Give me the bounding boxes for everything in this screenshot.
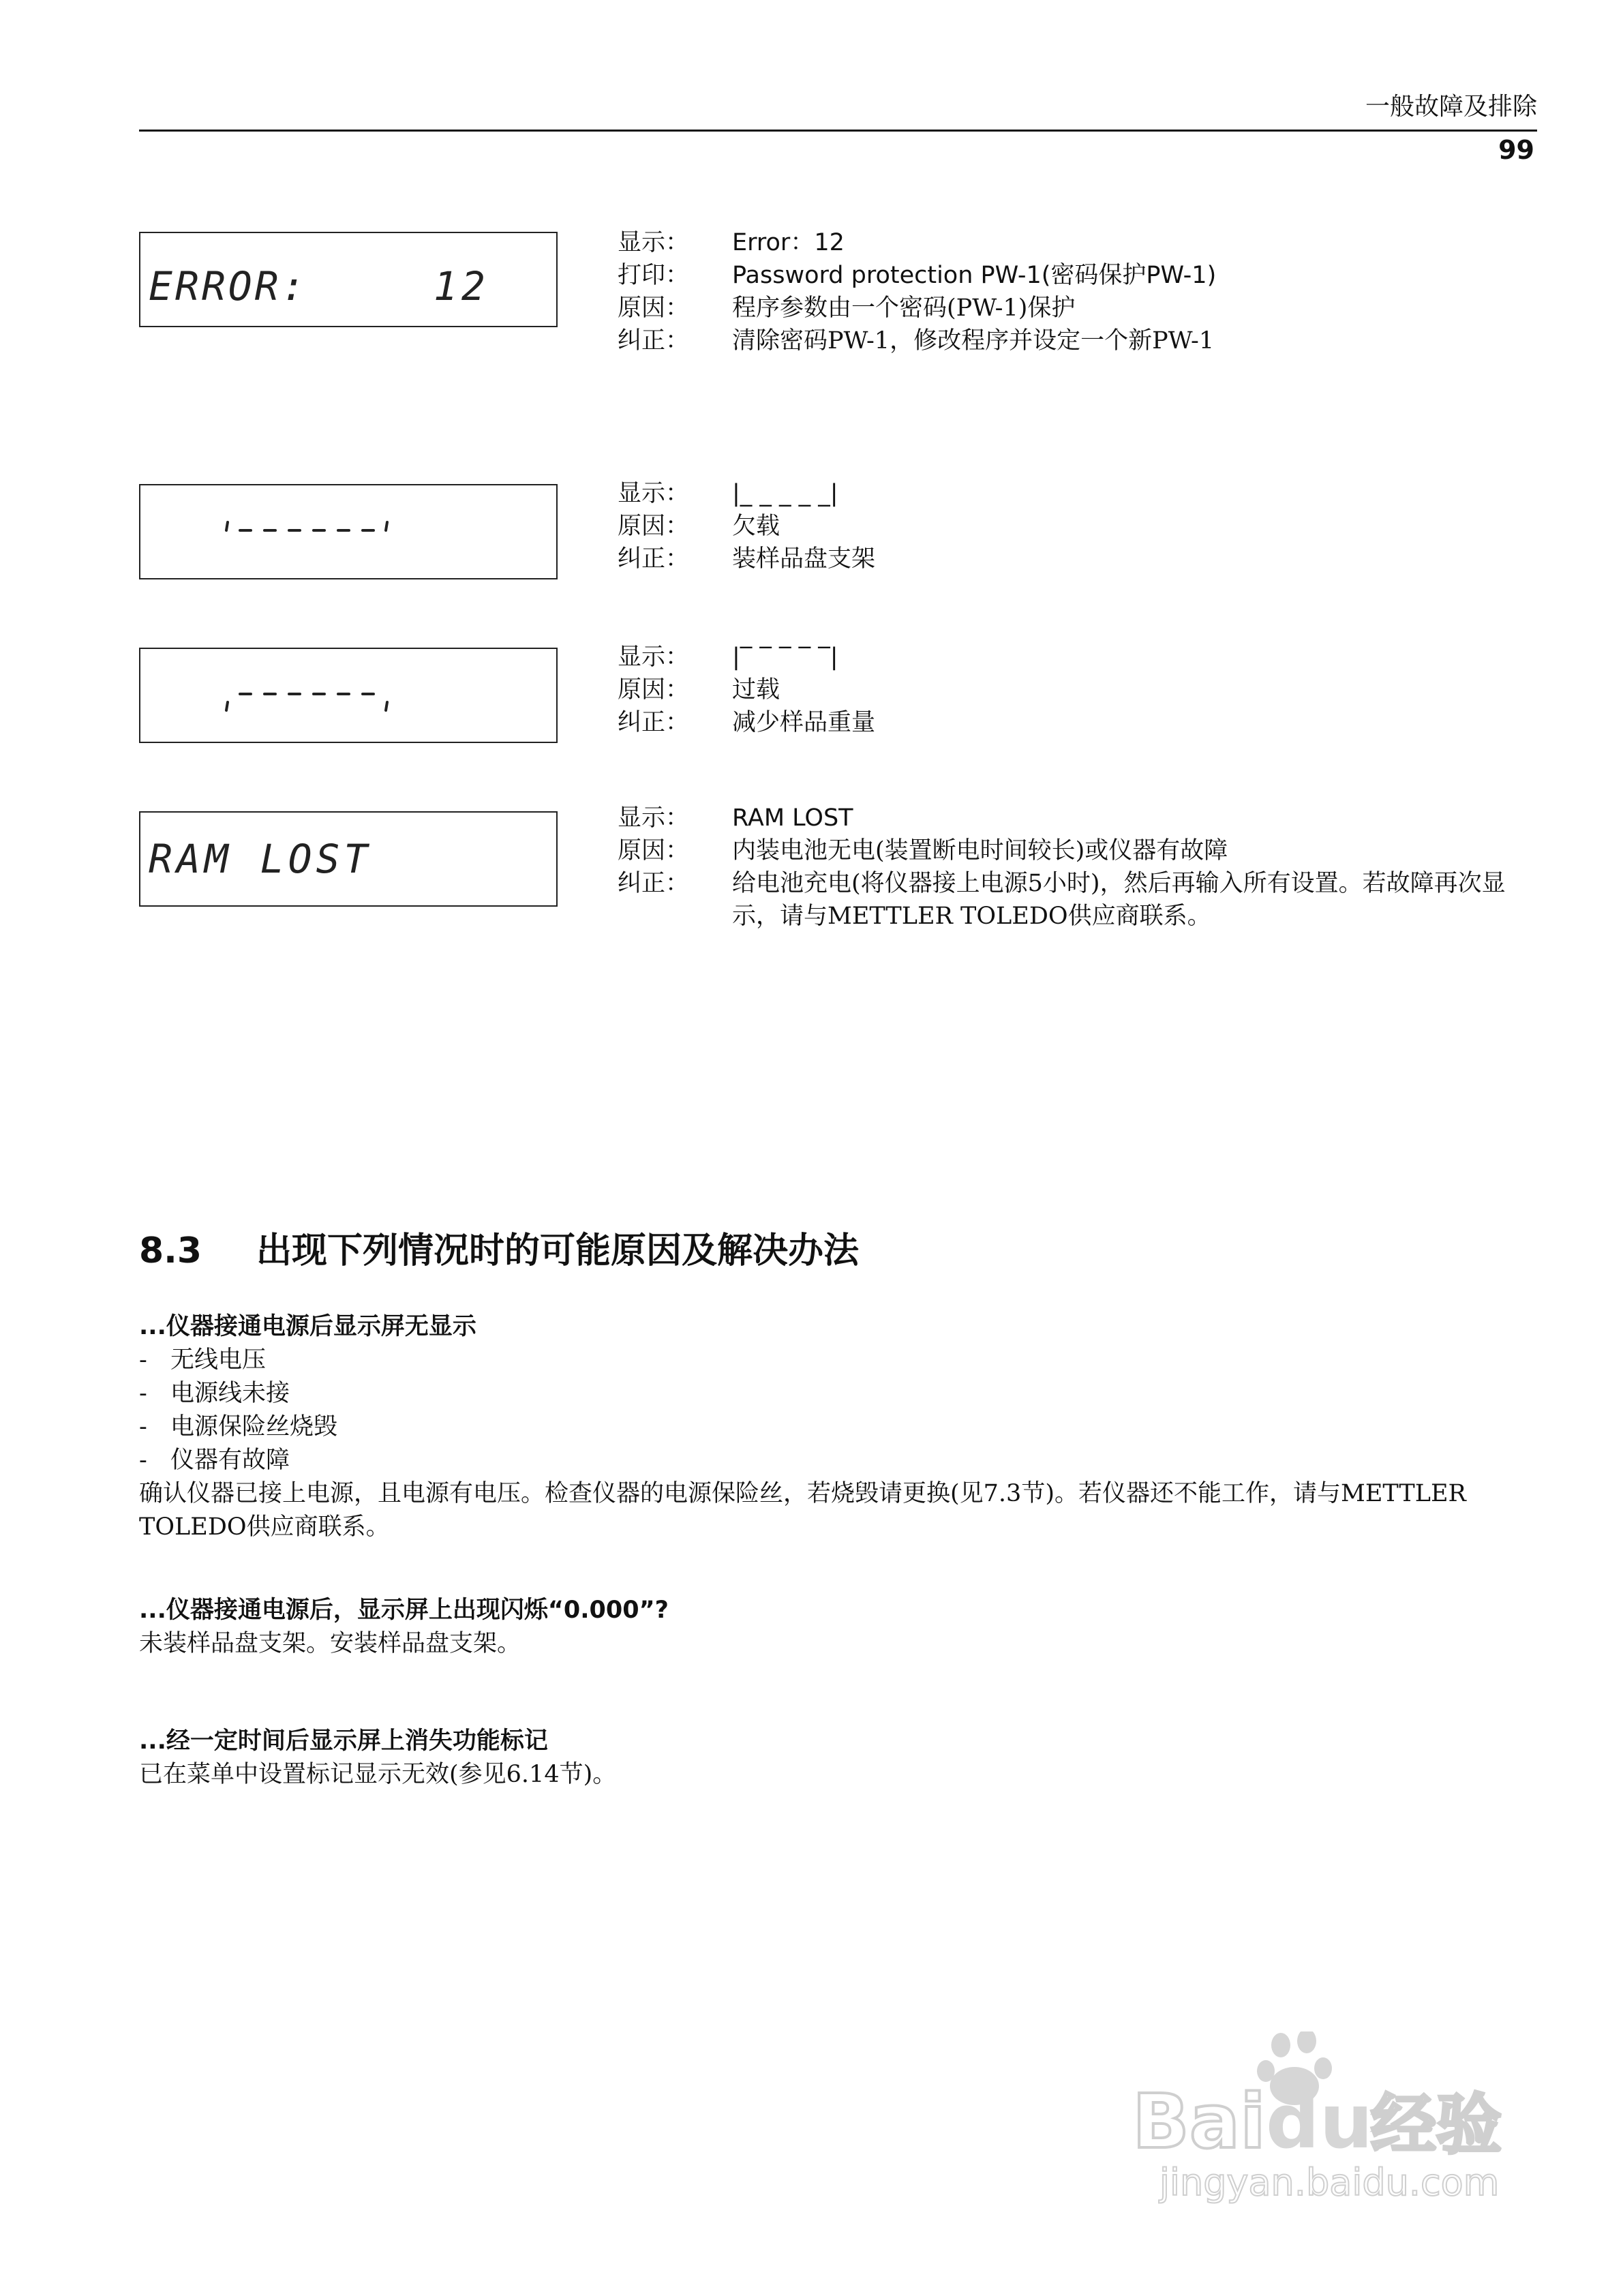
header-rule bbox=[139, 130, 1537, 132]
list-item: - 仪器有故障 bbox=[139, 1447, 290, 1474]
value-cause: 过载 bbox=[732, 676, 780, 704]
lcd-error-code: 12 bbox=[434, 263, 489, 309]
running-header-title: 一般故障及排除 bbox=[1365, 93, 1537, 121]
label-cause: 原因： bbox=[618, 837, 690, 864]
value-fix: 给电池充电(将仪器接上电源5小时)，然后再输入所有设置。若故障再次显示，请与METTLER TOLEDO供应商联系。 bbox=[732, 870, 1506, 930]
label-fix: 纠正： bbox=[618, 709, 690, 736]
value-fix: 清除密码PW-1，修改程序并设定一个新PW-1 bbox=[732, 327, 1215, 354]
question-no-display bbox=[139, 1310, 1537, 1544]
label-display: 显示： bbox=[618, 644, 690, 671]
value-display: RAM LOST bbox=[732, 804, 853, 832]
watermark-cn: 经验 bbox=[1371, 2087, 1502, 2163]
lcd-display-overload bbox=[139, 648, 558, 743]
value-display: |_ _ _ _ _| bbox=[732, 480, 838, 507]
watermark-brand: Bai bbox=[1132, 2078, 1266, 2165]
label-cause: 原因： bbox=[618, 294, 690, 322]
label-display: 显示： bbox=[618, 804, 690, 832]
value-display: |‾ ‾ ‾ ‾ ‾| bbox=[732, 644, 838, 671]
answer-text: 确认仪器已接上电源，且电源有电压。检查仪器的电源保险丝，若烧毁请更换(见7.3节)。若仪器还不能工作，请与METTLER TOLEDO供应商联系。 bbox=[139, 1480, 1466, 1541]
value-cause: 欠载 bbox=[732, 513, 780, 540]
list-item: - 无线电压 bbox=[139, 1346, 267, 1374]
value-display: Error：12 bbox=[732, 229, 845, 256]
list-item: - 电源线未接 bbox=[139, 1380, 290, 1407]
value-cause: 内装电池无电(装置断电时间较长)或仪器有故障 bbox=[732, 837, 1228, 864]
lcd-ram-lost-text: RAM LOST bbox=[149, 836, 372, 882]
value-fix: 装样品盘支架 bbox=[732, 545, 876, 573]
lcd-display-ram-lost bbox=[139, 811, 558, 907]
error-entry-overload bbox=[618, 641, 1537, 739]
error-entry-underload bbox=[618, 477, 1537, 575]
lcd-error-text: ERROR: bbox=[149, 263, 308, 309]
label-fix: 纠正： bbox=[618, 327, 690, 354]
label-fix: 纠正： bbox=[618, 545, 690, 573]
question-title: ...经一定时间后显示屏上消失功能标记 bbox=[139, 1727, 548, 1755]
section-number: 8.3 bbox=[139, 1230, 202, 1271]
label-display: 显示： bbox=[618, 229, 690, 256]
value-print: Password protection PW-1(密码保护PW-1) bbox=[732, 262, 1217, 289]
answer-text: 未装样品盘支架。安装样品盘支架。 bbox=[139, 1630, 521, 1657]
question-title: ...仪器接通电源后显示屏无显示 bbox=[139, 1313, 476, 1340]
lcd-display-underload bbox=[139, 484, 558, 579]
lcd-display-error-12 bbox=[139, 232, 558, 327]
section-title: 出现下列情况时的可能原因及解决办法 bbox=[256, 1230, 860, 1271]
watermark-url: jingyan.baidu.com bbox=[1159, 2161, 1500, 2204]
list-item: - 电源保险丝烧毁 bbox=[139, 1413, 338, 1440]
section-heading bbox=[139, 1222, 859, 1273]
error-entry-ram-lost bbox=[618, 802, 1537, 933]
value-fix: 减少样品重量 bbox=[732, 709, 876, 736]
watermark-brand-du: du bbox=[1266, 2078, 1374, 2165]
baidu-jingyan-watermark bbox=[1105, 2031, 1528, 2209]
label-display: 显示： bbox=[618, 480, 690, 507]
question-function-marks bbox=[139, 1725, 1537, 1792]
answer-text: 已在菜单中设置标记显示无效(参见6.14节)。 bbox=[139, 1761, 617, 1788]
question-title: ...仪器接通电源后，显示屏上出现闪烁“0.000”? bbox=[139, 1597, 669, 1624]
label-print: 打印： bbox=[618, 262, 690, 289]
value-cause: 程序参数由一个密码(PW-1)保护 bbox=[732, 294, 1076, 322]
page-number: 99 bbox=[1498, 135, 1534, 165]
question-flashing-zero bbox=[139, 1594, 1537, 1661]
label-fix: 纠正： bbox=[618, 870, 690, 897]
label-cause: 原因： bbox=[618, 676, 690, 704]
label-cause: 原因： bbox=[618, 513, 690, 540]
error-entry-12 bbox=[618, 226, 1537, 357]
watermark-logo bbox=[1105, 2031, 1528, 2209]
